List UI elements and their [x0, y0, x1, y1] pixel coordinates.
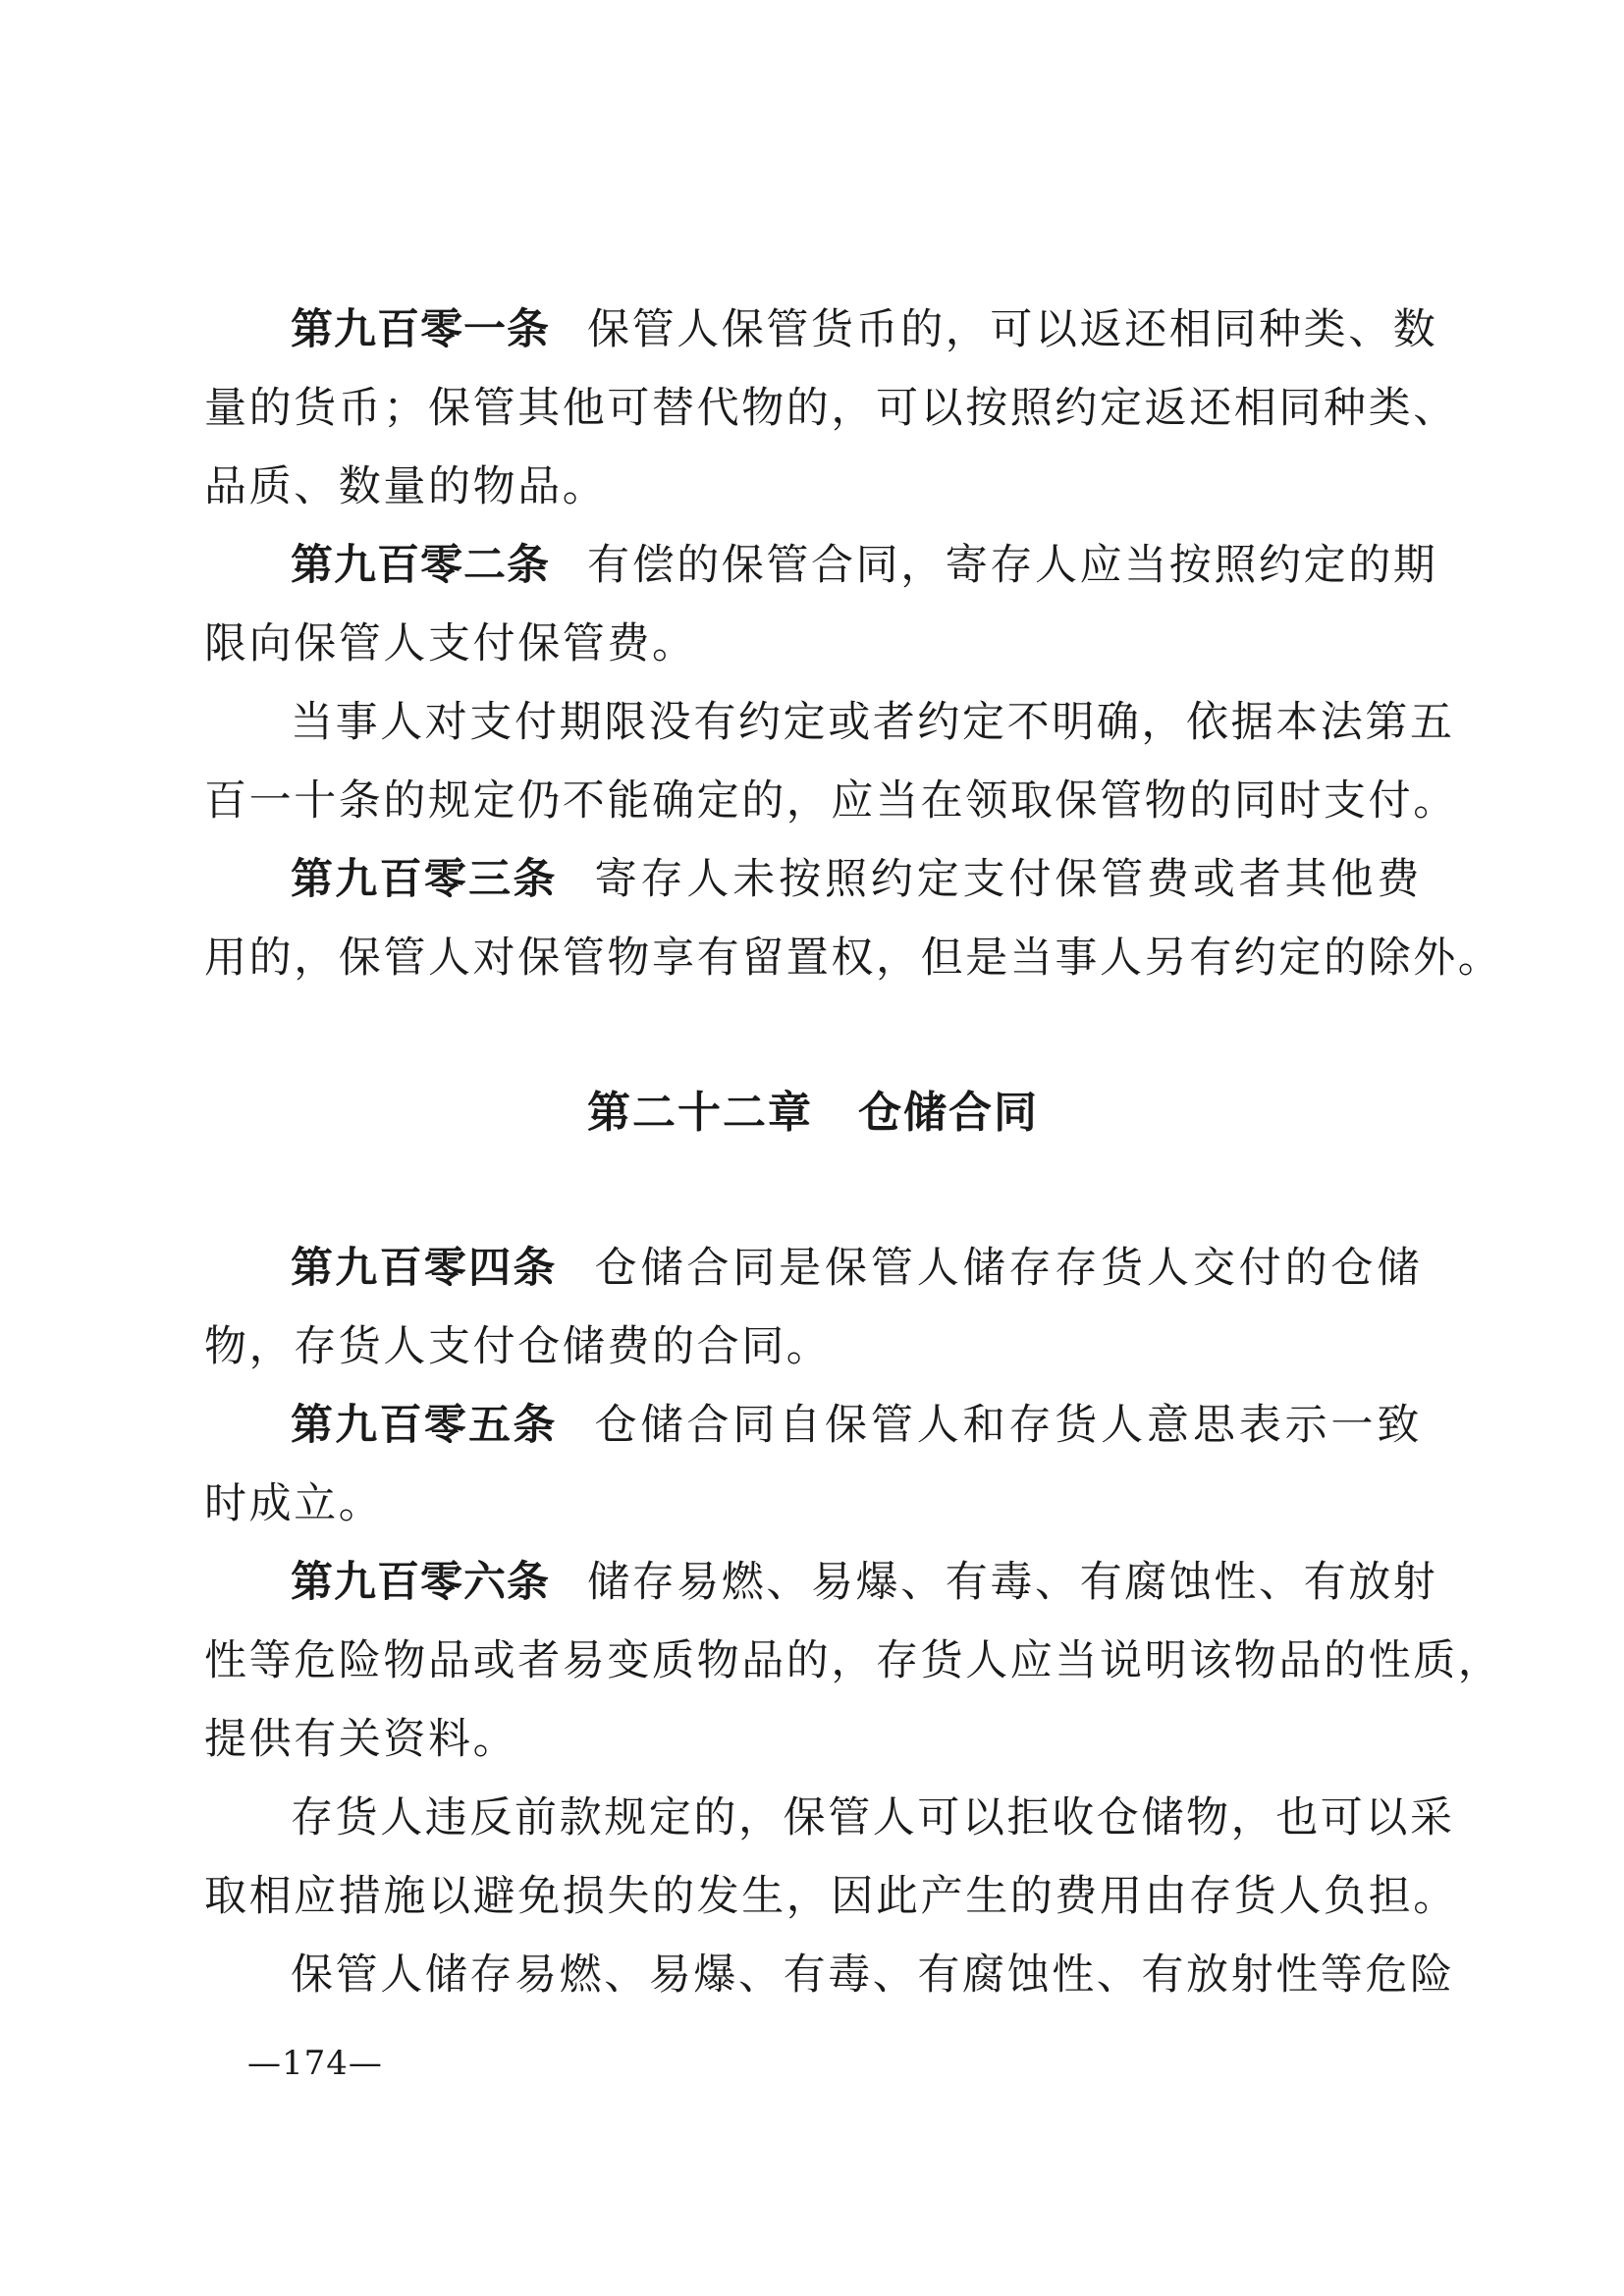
article-906-heading: 第九百零六条 — [291, 1558, 550, 1607]
article-901-text-1: 保管人保管货币的，可以返还相同种类、数 — [587, 305, 1438, 354]
body-text — [204, 291, 1503, 2014]
article-904-text-1: 仓储合同是保管人储存存货人交付的仓储 — [594, 1244, 1422, 1293]
article-906-para2-line-1: 存货人违反前款规定的，保管人可以拒收仓储物，也可以采 — [291, 1793, 1455, 1842]
article-905-line-1 — [204, 1386, 1422, 1465]
article-905-line-2: 时成立。 — [204, 1479, 384, 1528]
article-902-line-2: 限向保管人支付保管费。 — [204, 619, 697, 668]
article-904-line-1 — [204, 1229, 1422, 1308]
article-902-line-1 — [204, 526, 1438, 605]
article-906-line-3: 提供有关资料。 — [204, 1715, 518, 1764]
article-903-line-1 — [204, 840, 1422, 919]
article-901-line-1 — [204, 291, 1438, 369]
article-906-para2-line-2: 取相应措施以避免损失的发生，因此产生的费用由存货人负担。 — [204, 1872, 1458, 1921]
page-number: —174— — [247, 2044, 383, 2083]
article-902-heading: 第九百零二条 — [291, 541, 550, 590]
article-904-heading: 第九百零四条 — [291, 1244, 558, 1293]
article-902-para2-line-1: 当事人对支付期限没有约定或者约定不明确，依据本法第五 — [291, 698, 1455, 747]
article-902-para2-line-2: 百一十条的规定仍不能确定的，应当在领取保管物的同时支付。 — [204, 776, 1458, 826]
article-903-heading: 第九百零三条 — [291, 855, 558, 904]
article-906-line-1 — [204, 1543, 1438, 1622]
article-904-line-2: 物，存货人支付仓储费的合同。 — [204, 1322, 832, 1371]
article-903-line-2: 用的，保管人对保管物享有留置权，但是当事人另有约定的除外。 — [204, 934, 1503, 983]
article-901-line-2: 量的货币；保管其他可替代物的，可以按照约定返还相同种类、 — [204, 384, 1458, 433]
article-906-text-1: 储存易燃、易爆、有毒、有腐蚀性、有放射 — [587, 1558, 1438, 1607]
article-905-text-1: 仓储合同自保管人和存货人意思表示一致 — [594, 1401, 1422, 1450]
article-906-line-2: 性等危险物品或者易变质物品的，存货人应当说明该物品的性质， — [204, 1636, 1503, 1685]
article-901-heading: 第九百零一条 — [291, 305, 550, 354]
article-903-text-1: 寄存人未按照约定支付保管费或者其他费 — [594, 855, 1422, 904]
article-902-text-1: 有偿的保管合同，寄存人应当按照约定的期 — [587, 541, 1438, 590]
article-901-line-3: 品质、数量的物品。 — [204, 462, 608, 511]
article-906-para3-line-1: 保管人储存易燃、易爆、有毒、有腐蚀性、有放射性等危险 — [291, 1950, 1455, 2000]
article-905-heading: 第九百零五条 — [291, 1401, 558, 1450]
chapter-heading: 第二十二章 仓储合同 — [587, 1088, 1039, 1138]
